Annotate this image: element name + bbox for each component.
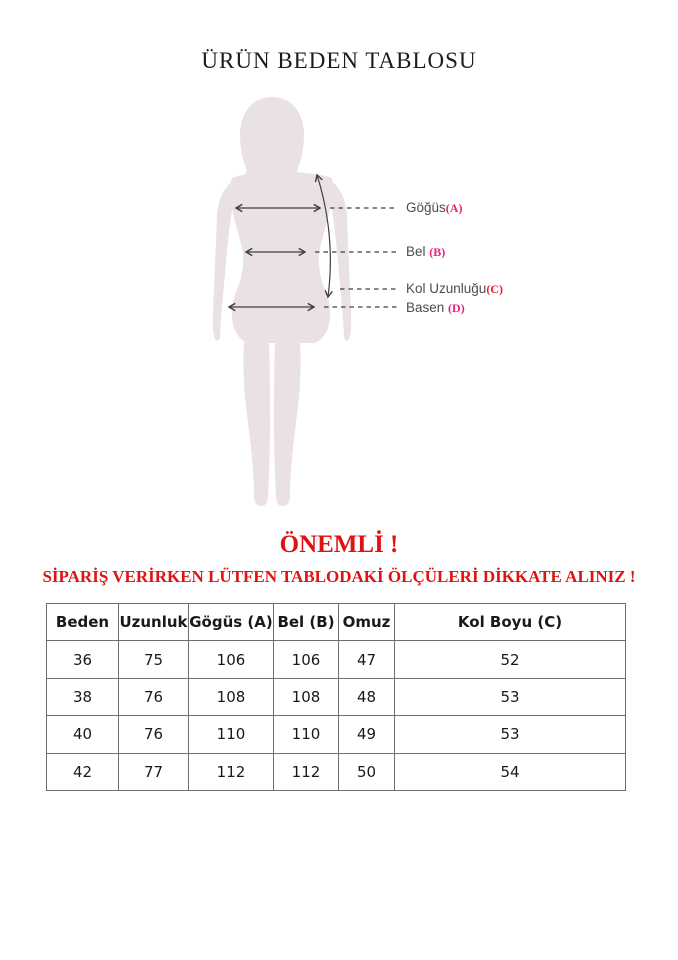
cell: 40 [47, 716, 119, 753]
header-beden: Beden [47, 604, 119, 641]
cell: 42 [47, 753, 119, 790]
female-silhouette-shape [213, 97, 351, 506]
size-table-header-row [47, 604, 626, 641]
cell: 106 [189, 641, 274, 678]
size-table [46, 603, 626, 791]
cell: 112 [189, 753, 274, 790]
chest-label-letter: (A) [445, 201, 463, 215]
waist-label: Bel (B) [406, 244, 446, 259]
page-title: ÜRÜN BEDEN TABLOSU [201, 48, 477, 73]
chest-label: Göğüs(A) [406, 200, 463, 215]
hip-label-letter: (D) [448, 301, 465, 315]
important-heading: ÖNEMLİ ! [279, 531, 399, 558]
cell: 53 [395, 716, 626, 753]
waist-label-letter: (B) [429, 245, 446, 259]
table-row [47, 641, 626, 678]
cell: 49 [339, 716, 395, 753]
body-measurement-diagram [190, 85, 405, 515]
cell: 75 [119, 641, 189, 678]
cell: 76 [119, 716, 189, 753]
cell: 110 [274, 716, 339, 753]
sleeve-label-letter: (C) [486, 282, 503, 296]
cell: 108 [189, 678, 274, 715]
cell: 76 [119, 678, 189, 715]
table-row [47, 753, 626, 790]
cell: 50 [339, 753, 395, 790]
header-kol-boyu: Kol Boyu (C) [395, 604, 626, 641]
sleeve-length-label: Kol Uzunluğu(C) [406, 281, 503, 296]
cell: 53 [395, 678, 626, 715]
cell: 110 [189, 716, 274, 753]
cell: 54 [395, 753, 626, 790]
header-omuz: Omuz [339, 604, 395, 641]
hip-label: Basen (D) [406, 300, 465, 315]
cell: 52 [395, 641, 626, 678]
header-gogus: Gögüs (A) [189, 604, 274, 641]
cell: 38 [47, 678, 119, 715]
cell: 36 [47, 641, 119, 678]
header-bel: Bel (B) [274, 604, 339, 641]
cell: 77 [119, 753, 189, 790]
table-row [47, 716, 626, 753]
cell: 106 [274, 641, 339, 678]
cell: 112 [274, 753, 339, 790]
table-row [47, 678, 626, 715]
warning-message: SİPARİŞ VERİRKEN LÜTFEN TABLODAKİ ÖLÇÜLERİ DİKKATE ALINIZ ! [42, 567, 636, 586]
cell: 48 [339, 678, 395, 715]
cell: 47 [339, 641, 395, 678]
header-uzunluk: Uzunluk [119, 604, 189, 641]
cell: 108 [274, 678, 339, 715]
